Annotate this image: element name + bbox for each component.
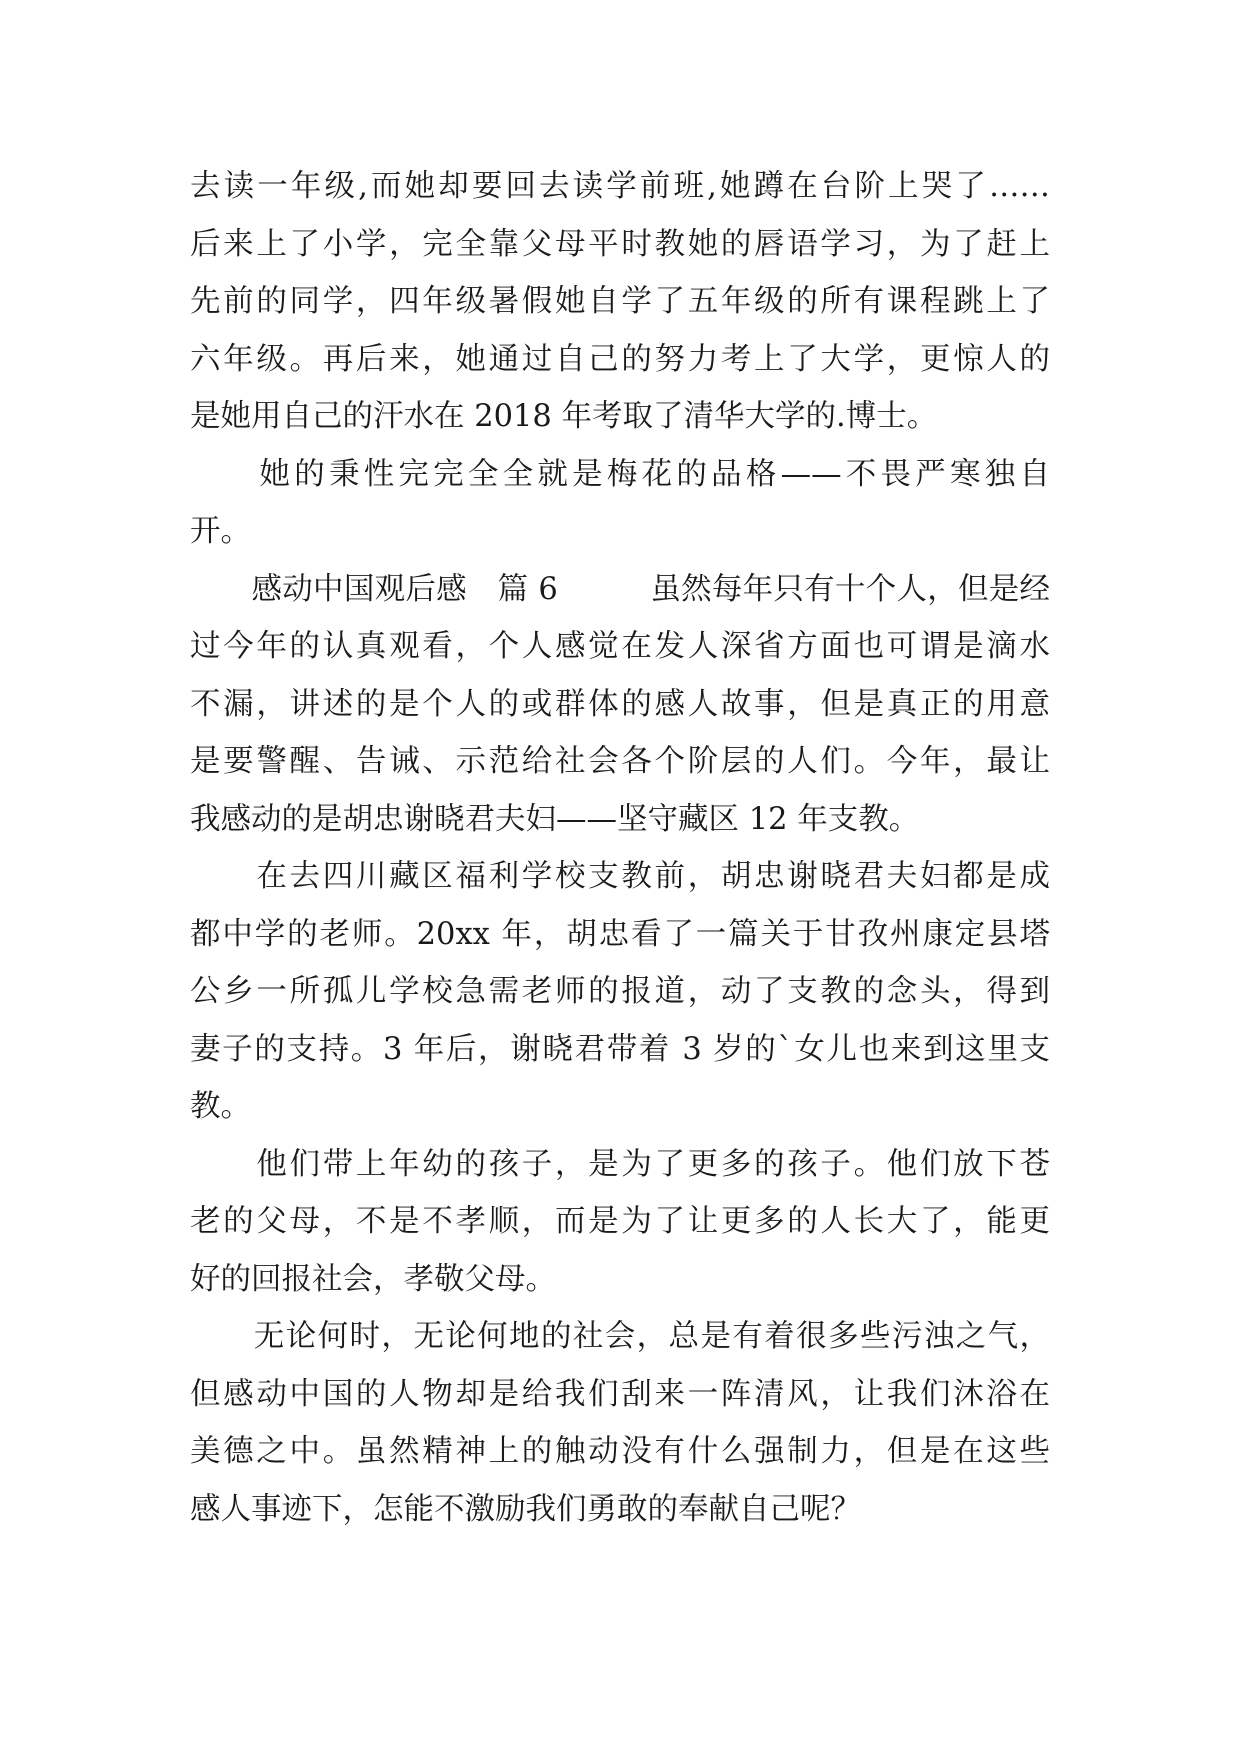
- text-line: 教。: [190, 1089, 251, 1124]
- text-line: 是要警醒、告诫、示范给社会各个阶层的人们。今年，最让: [190, 744, 1050, 779]
- paragraph-1: [190, 158, 1050, 446]
- document-body: [190, 158, 1050, 1538]
- text-line: 公乡一所孤儿学校急需老师的报道，动了支教的念头，得到: [190, 974, 1050, 1009]
- text-line: 感人事迹下，怎能不激励我们勇敢的奉献自己呢？: [190, 1491, 861, 1527]
- text-line: 他们带上年幼的孩子，是为了更多的孩子。他们放下苍: [190, 1146, 1050, 1182]
- text-line: 好的回报社会，孝敬父母。: [190, 1261, 556, 1297]
- text-line: 在去四川藏区福利学校支教前，胡忠谢晓君夫妇都是成: [190, 859, 1050, 894]
- text-line: 但感动中国的人物却是给我们刮来一阵清风，让我们沐浴在: [190, 1376, 1050, 1412]
- text-line: 不漏，讲述的是个人的或群体的感人故事，但是真正的用意: [190, 686, 1050, 722]
- paragraph-2: [190, 446, 1050, 561]
- text-line: 美德之中。虽然精神上的触动没有什么强制力，但是在这些: [190, 1434, 1050, 1469]
- text-line: 开。: [190, 514, 251, 549]
- text-line: 感动中国观后感 篇 6 虽然每年只有十个人，但是经: [190, 571, 1050, 607]
- text-line: 是她用自己的汗水在 2018 年考取了清华大学的.博士。: [190, 399, 938, 434]
- text-line: 老的父母，不是不孝顺，而是为了让更多的人长大了，能更: [190, 1204, 1050, 1239]
- text-line: 六年级。再后来，她通过自己的努力考上了大学，更惊人的: [190, 341, 1050, 377]
- text-line: 先前的同学，四年级暑假她自学了五年级的所有课程跳上了: [190, 284, 1050, 319]
- paragraph-4: [190, 848, 1050, 1136]
- text-line: 她的秉性完完全全就是梅花的品格——不畏严寒独自: [190, 456, 1050, 492]
- text-line: 去读一年级,而她却要回去读学前班,她蹲在台阶上哭了……: [190, 169, 1050, 204]
- text-line: 无论何时，无论何地的社会，总是有着很多些污浊之气，: [190, 1319, 1050, 1354]
- paragraph-5: [190, 1136, 1050, 1309]
- text-line: 过今年的认真观看，个人感觉在发人深省方面也可谓是滴水: [190, 629, 1050, 664]
- text-line: 妻子的支持。3 年后，谢晓君带着 3 岁的`女儿也来到这里支: [190, 1031, 1050, 1067]
- text-line: 都中学的老师。20xx 年，胡忠看了一篇关于甘孜州康定县塔: [190, 916, 1050, 952]
- paragraph-6: [190, 1308, 1050, 1538]
- text-line: 我感动的是胡忠谢晓君夫妇——坚守藏区 12 年支教。: [190, 801, 920, 837]
- paragraph-3: [190, 561, 1050, 849]
- text-line: 后来上了小学，完全靠父母平时教她的唇语学习，为了赶上: [190, 226, 1050, 262]
